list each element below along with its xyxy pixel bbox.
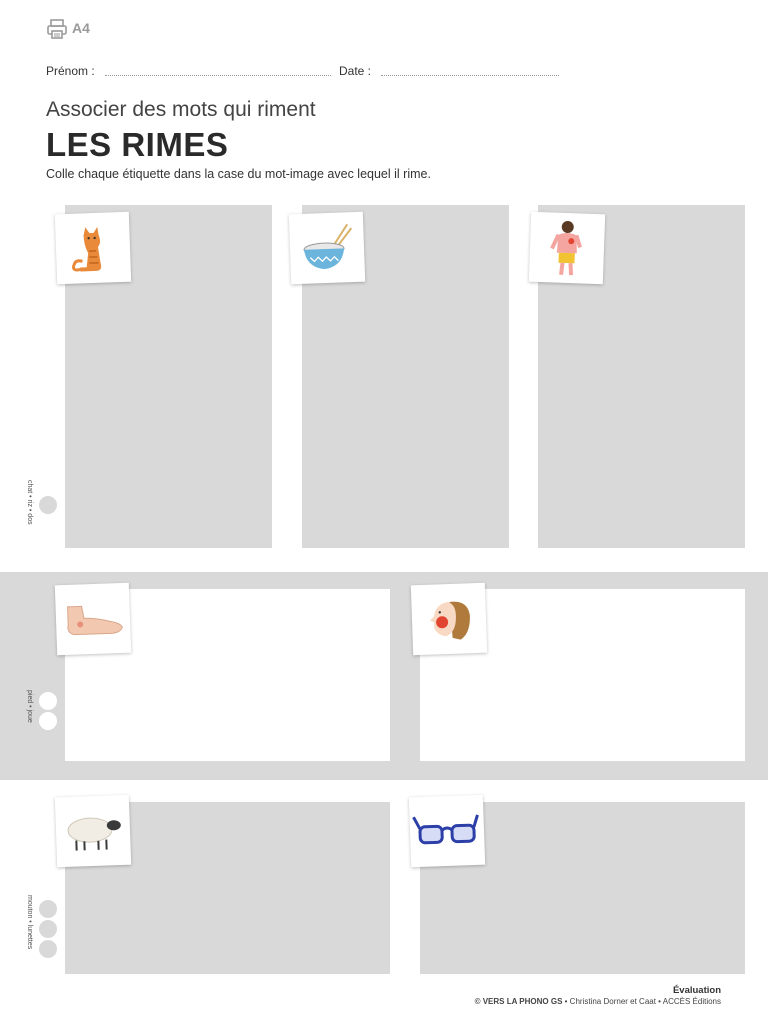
glasses-icon [409, 795, 485, 868]
page-subtitle: Associer des mots qui riment [46, 98, 316, 121]
footer-credit [475, 997, 721, 1006]
cat-icon [55, 212, 131, 285]
rice-bowl-icon [289, 212, 365, 285]
footer-authors: • Christina Dorner et Caat • ACCÈS Éditions [562, 997, 721, 1006]
page-title: LES RIMES [46, 126, 229, 163]
prenom-label: Prénom : [46, 64, 95, 78]
sheep-icon [55, 795, 131, 868]
footer-label: Évaluation [672, 985, 721, 996]
section-3-dot-3 [39, 940, 57, 958]
printer-icon [46, 18, 68, 40]
section-2-dot-1 [39, 692, 57, 710]
instruction-text: Colle chaque étiquette dans la case du mot-image avec lequel il rime. [46, 167, 431, 181]
foot-icon [55, 583, 131, 656]
date-label: Date : [339, 64, 372, 78]
format-label: A4 [72, 20, 90, 36]
section-3-dot-2 [39, 920, 57, 938]
prenom-field[interactable] [105, 75, 331, 76]
section-1-label: chat • riz • dos [26, 480, 33, 525]
section-3-label: mouton • lunettes [26, 895, 33, 950]
section-2-label: pied • joue [26, 690, 33, 723]
section-1-dot [39, 496, 57, 514]
date-field[interactable] [381, 75, 559, 76]
cheek-icon [411, 583, 487, 656]
footer-book: © VERS LA PHONO GS [474, 997, 563, 1006]
section-2-dot-2 [39, 712, 57, 730]
section-3-dot-1 [39, 900, 57, 918]
back-icon [529, 212, 605, 285]
